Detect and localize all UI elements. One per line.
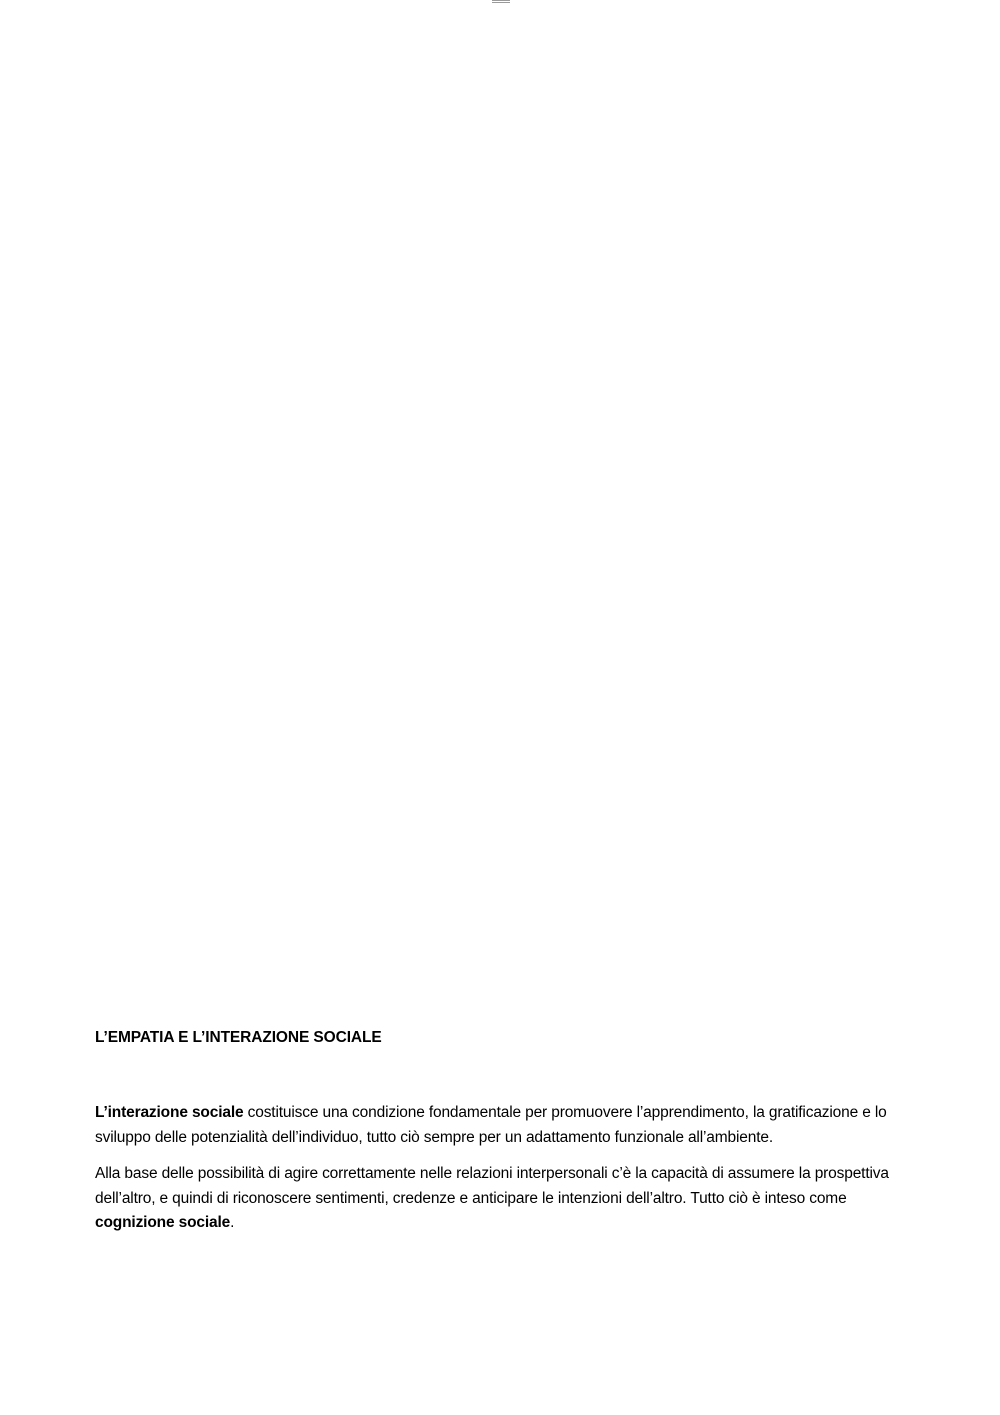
- bold-term-cognizione-sociale: cognizione sociale: [95, 1214, 231, 1231]
- bold-term-interazione-sociale: L’interazione sociale: [95, 1104, 244, 1121]
- header-mark: [492, 0, 510, 3]
- paragraph-cognizione-sociale: [95, 1162, 910, 1236]
- paragraph-text: Alla base delle possibilità di agire correttamente nelle relazioni interpersonali c’è la capacità di assumere la prospettiva dell’altro, e quindi di riconoscere sentimenti, credenze e anticipare le intenzioni dell’altro. Tutto ciò è inteso come: [95, 1165, 889, 1207]
- document-body: [95, 1026, 910, 1236]
- paragraph-end: .: [230, 1214, 235, 1231]
- section-heading: L’EMPATIA E L’INTERAZIONE SOCIALE: [95, 1029, 382, 1046]
- paragraph-interazione-sociale: [95, 1101, 910, 1150]
- paragraph-text: costituisce una condizione fondamentale per promuovere l’apprendimento, la gratificazione e lo sviluppo delle potenzialità dell’individuo, tutto ciò sempre per un adattamento funzionale all’ambiente.: [95, 1104, 887, 1146]
